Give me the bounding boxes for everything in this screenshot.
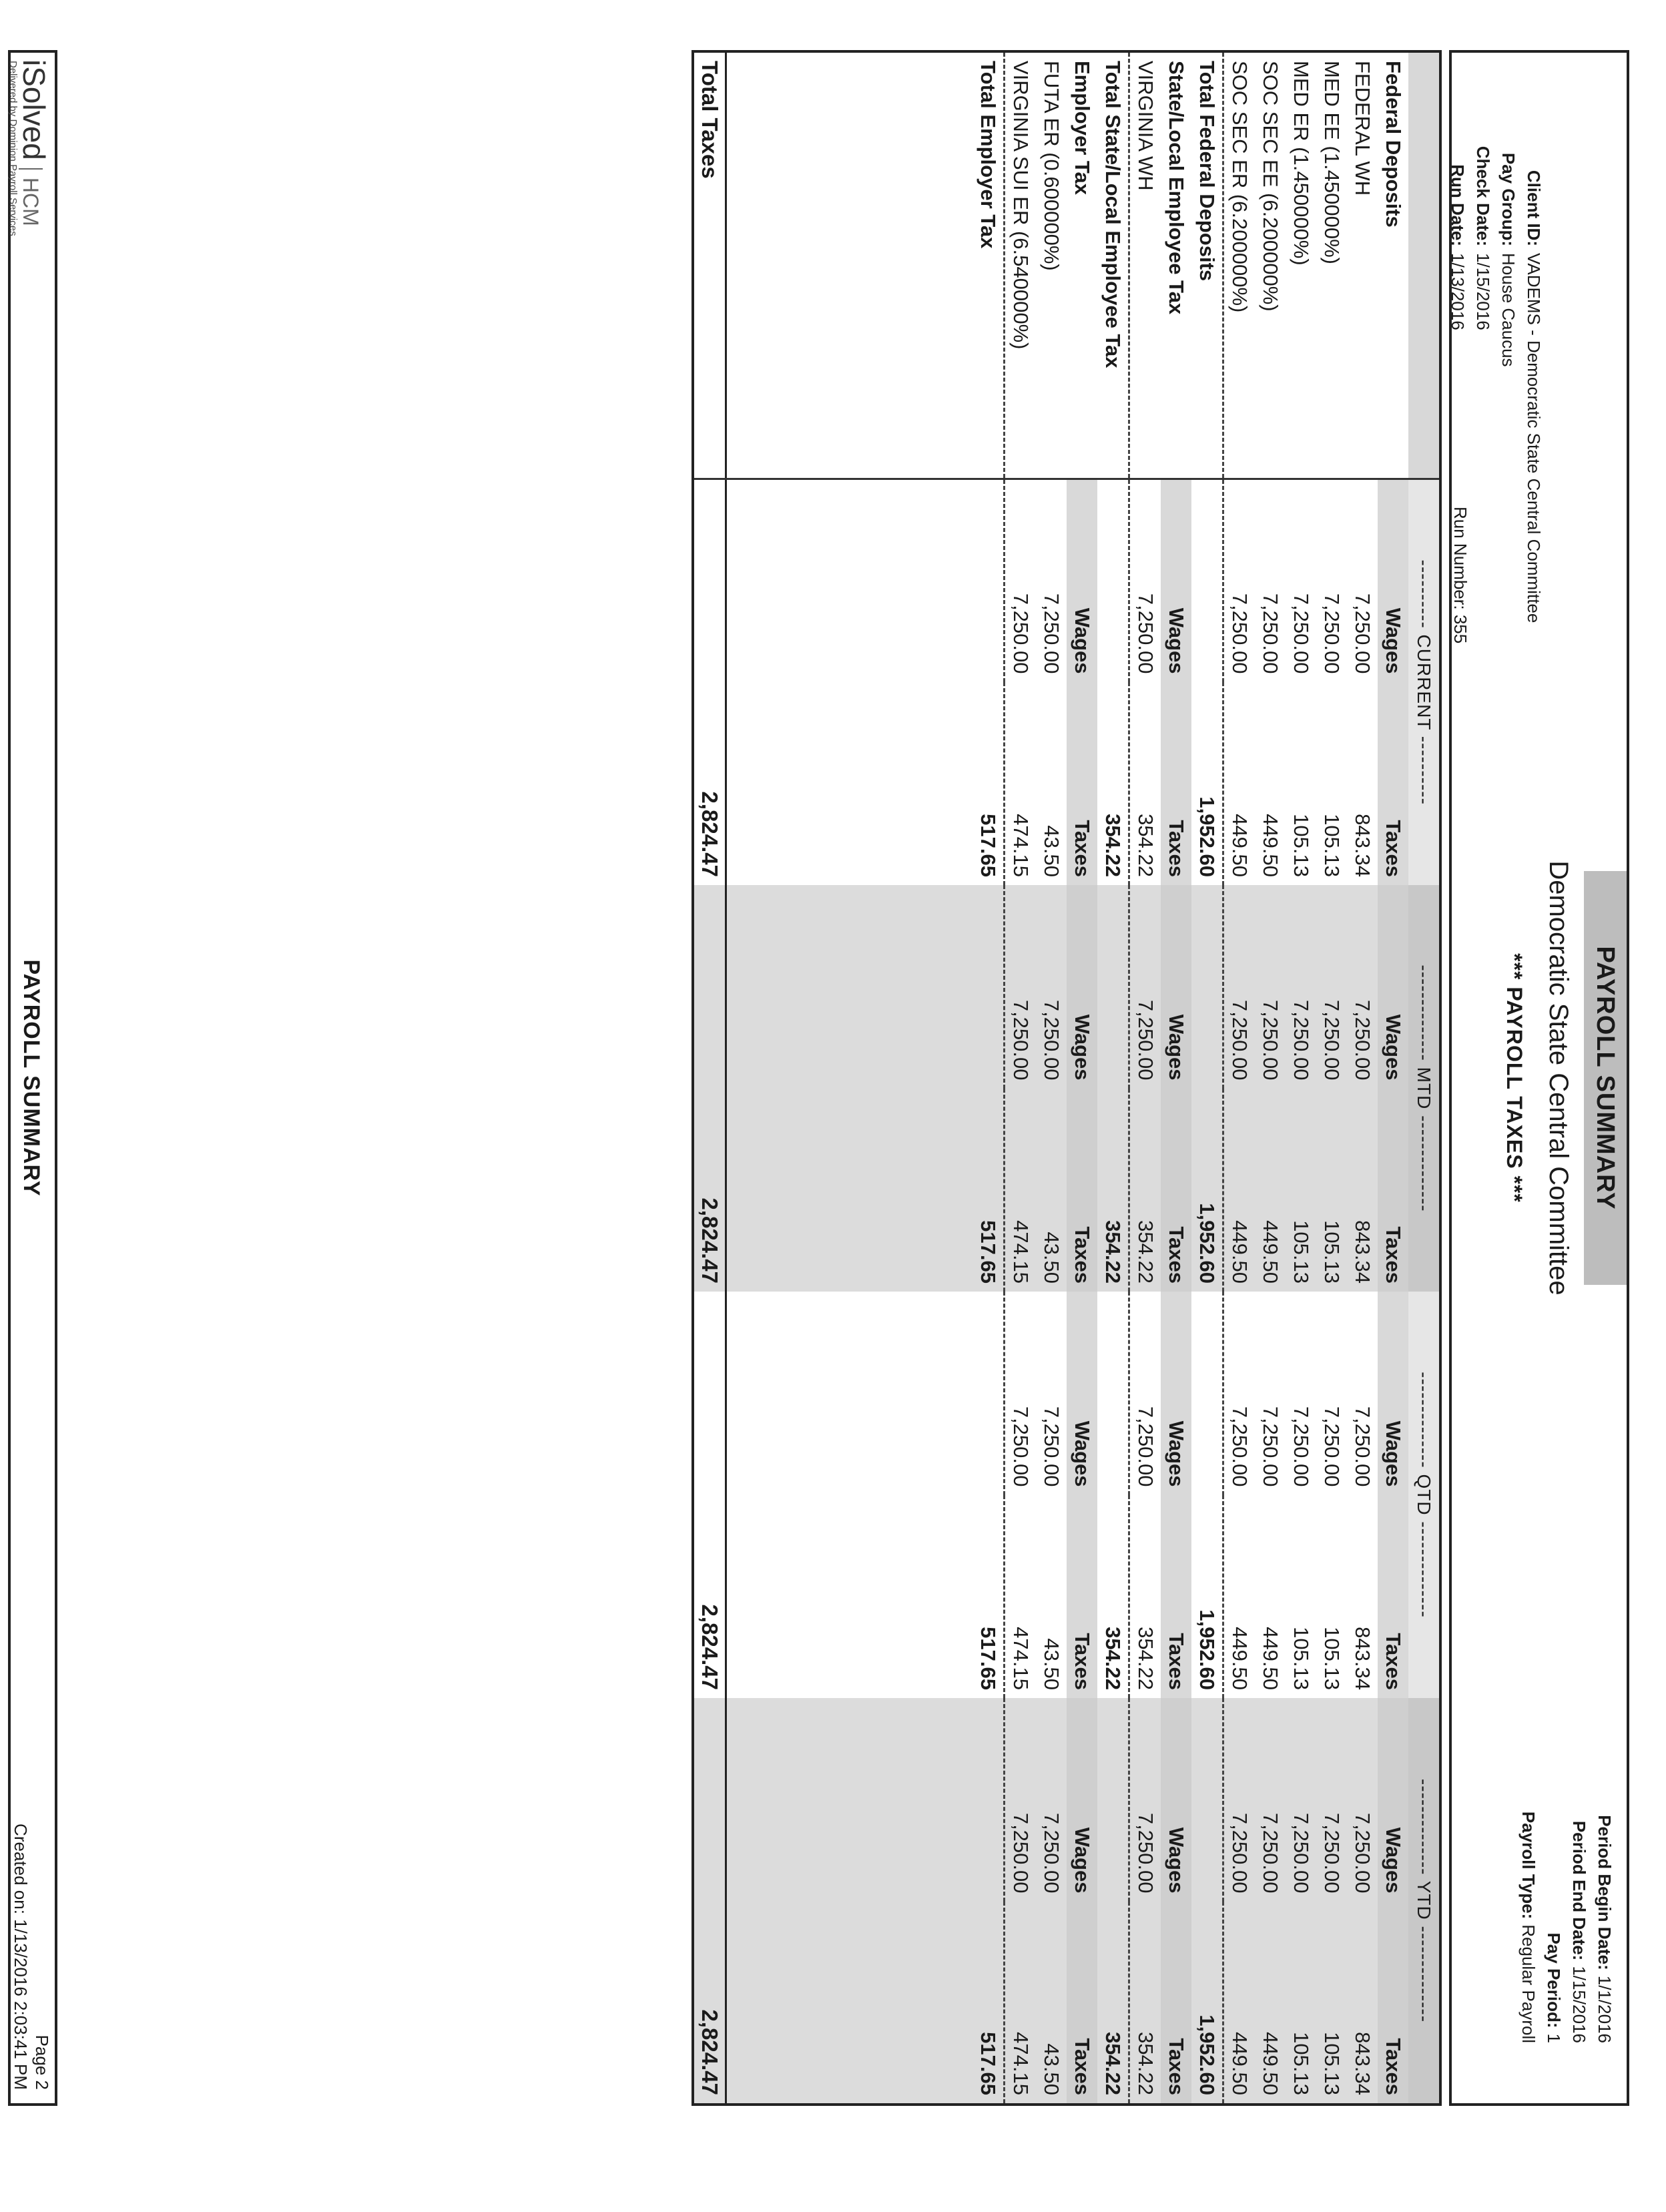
spacer-cell	[850, 1698, 880, 1902]
spacer-cell	[880, 885, 911, 1089]
spacer-cell	[819, 1089, 850, 1292]
row-label: MED ER (1.450000%)	[1290, 61, 1313, 266]
mtd-wages-cell: 7,250.00	[1129, 885, 1161, 1089]
spacer-cell	[942, 1902, 973, 2105]
qtd-taxes-header: Taxes	[1161, 1495, 1191, 1699]
current-total-wages	[1097, 479, 1129, 682]
current-grand-total: 2,824.47	[693, 682, 726, 886]
pay-period-row	[1541, 1812, 1567, 2043]
current-total-taxes: 354.22	[1097, 682, 1129, 886]
ytd-grand-wages	[693, 1698, 726, 1902]
current-wages-cell: 7,250.00	[1005, 479, 1037, 682]
spacer	[788, 51, 819, 479]
pay-period-value: 1	[1544, 2033, 1564, 2043]
client-id-row	[1521, 93, 1547, 623]
period-end-value: 1/15/2016	[1569, 1966, 1589, 2043]
payroll-taxes-table	[691, 50, 1442, 2106]
spacer-cell	[911, 479, 942, 682]
table-row	[1316, 51, 1347, 2105]
mtd-total-wages	[1097, 885, 1129, 1089]
mtd-taxes-cell: 474.15	[1005, 1089, 1037, 1292]
qtd-wages-header: Wages	[1067, 1292, 1097, 1495]
spacer-cell	[819, 1495, 850, 1699]
spacer-cell	[819, 479, 850, 682]
spacer-cell	[819, 1902, 850, 2105]
current-taxes-cell: 105.13	[1290, 814, 1313, 877]
section-title: *** PAYROLL TAXES ***	[1502, 953, 1526, 1203]
spacer-cell	[850, 1089, 880, 1292]
spacer-cell	[880, 1089, 911, 1292]
spacer	[819, 51, 850, 479]
spacer-cell	[758, 1292, 788, 1495]
qtd-group-header: -------------- QTD --------------	[1408, 1292, 1440, 1698]
ytd-wages-header: Wages	[1067, 1698, 1097, 1902]
period-end-row	[1567, 1812, 1592, 2043]
qtd-total-wages	[1097, 1292, 1129, 1495]
total-row-employer	[973, 51, 1005, 2105]
table-row	[1036, 51, 1067, 2105]
ytd-total-taxes: 354.22	[1097, 1902, 1129, 2105]
spacer-cell	[788, 1089, 819, 1292]
spacer-cell	[911, 1698, 942, 1902]
spacer-cell	[758, 885, 788, 1089]
spacer-cell	[942, 682, 973, 886]
current-wages-cell: 7,250.00	[1286, 479, 1316, 682]
table-row	[1347, 51, 1378, 2105]
section-heading-employer: Employer Tax	[1067, 51, 1097, 479]
ytd-wages-cell: 7,250.00	[1347, 1698, 1378, 1902]
current-wages-header: Wages	[1067, 479, 1097, 682]
current-total-wages	[973, 479, 1005, 682]
qtd-wages-cell: 7,250.00	[1228, 1406, 1252, 1487]
label-column-header	[1408, 51, 1440, 479]
spacer-cell	[788, 1292, 819, 1495]
mtd-wages-cell: 7,250.00	[1316, 885, 1347, 1089]
mtd-taxes-header: Taxes	[1378, 1089, 1408, 1292]
qtd-wages-cell: 7,250.00	[1134, 1406, 1157, 1487]
current-taxes-header: Taxes	[1378, 682, 1408, 886]
spacer-cell	[819, 682, 850, 886]
mtd-wages-header: Wages	[1378, 885, 1408, 1089]
current-taxes-cell: 43.50	[1040, 825, 1063, 877]
current-wages-header: Wages	[1161, 479, 1191, 682]
spacer-row	[850, 51, 880, 2105]
ytd-taxes-cell: 474.15	[1005, 1902, 1037, 2105]
current-total-taxes: 517.65	[973, 682, 1005, 886]
spacer-cell	[850, 885, 880, 1089]
qtd-wages-cell: 7,250.00	[1290, 1406, 1313, 1487]
ytd-wages-cell: 7,250.00	[1005, 1698, 1037, 1902]
ytd-wages-cell: 7,250.00	[1129, 1698, 1161, 1902]
ytd-wages-cell: 7,250.00	[1036, 1698, 1067, 1902]
spacer-cell	[850, 1292, 880, 1495]
ytd-group-header: -------------- YTD --------------	[1408, 1698, 1440, 2105]
spacer-cell	[942, 1698, 973, 1902]
spacer-cell	[788, 479, 819, 682]
ytd-wages-cell: 7,250.00	[1316, 1698, 1347, 1902]
qtd-taxes-cell: 43.50	[1040, 1638, 1063, 1690]
current-taxes-cell: 843.34	[1351, 814, 1374, 877]
spacer-row	[819, 51, 850, 2105]
report-title: PAYROLL SUMMARY	[1584, 871, 1627, 1285]
section-heading-federal: Federal Deposits	[1378, 51, 1408, 479]
spacer-cell	[726, 682, 758, 886]
mtd-wages-cell: 7,250.00	[1286, 885, 1316, 1089]
qtd-wages-cell: 7,250.00	[1009, 1406, 1033, 1487]
spacer-cell	[942, 1495, 973, 1699]
spacer-cell	[942, 1292, 973, 1495]
qtd-taxes-cell: 105.13	[1320, 1627, 1344, 1690]
mtd-wages-cell: 7,250.00	[1005, 885, 1037, 1089]
spacer-cell	[758, 1495, 788, 1699]
spacer-cell	[911, 1089, 942, 1292]
qtd-taxes-cell: 449.50	[1259, 1627, 1282, 1690]
spacer-cell	[726, 1292, 758, 1495]
table-row	[1255, 51, 1286, 2105]
qtd-taxes-cell: 843.34	[1351, 1627, 1374, 1690]
ytd-total-wages	[1191, 1698, 1223, 1902]
qtd-total-taxes: 354.22	[1097, 1495, 1129, 1699]
row-label: MED EE (1.450000%)	[1320, 61, 1344, 264]
spacer	[758, 51, 788, 479]
mtd-total-taxes: 354.22	[1097, 1089, 1129, 1292]
spacer-cell	[850, 682, 880, 886]
grand-total-label: Total Taxes	[693, 51, 726, 479]
current-wages-cell: 7,250.00	[1316, 479, 1347, 682]
pay-period-label: Pay Period:	[1544, 1932, 1564, 2028]
current-total-wages	[1191, 479, 1223, 682]
period-end-label: Period End Date:	[1569, 1820, 1589, 1961]
mtd-taxes-cell: 449.50	[1223, 1089, 1256, 1292]
spacer	[911, 51, 942, 479]
spacer-cell	[788, 1495, 819, 1699]
mtd-total-wages	[973, 885, 1005, 1089]
spacer-cell	[911, 682, 942, 886]
spacer-cell	[911, 1292, 942, 1495]
ytd-wages-cell: 7,250.00	[1223, 1698, 1256, 1902]
mtd-wages-cell: 7,250.00	[1223, 885, 1256, 1089]
organization-name: Democratic State Central Committee	[1544, 860, 1573, 1296]
qtd-wages-cell: 7,250.00	[1040, 1406, 1063, 1487]
current-taxes-header: Taxes	[1161, 682, 1191, 886]
powered-by: Delivered by Dominion Payroll Services	[7, 61, 19, 236]
section-header-state	[1161, 51, 1191, 2105]
grand-total-row	[693, 51, 726, 2105]
period-begin-value: 1/1/2016	[1595, 1975, 1615, 2043]
payroll-type-row	[1516, 1812, 1541, 2043]
qtd-total-wages	[973, 1292, 1005, 1495]
current-wages-cell: 7,250.00	[1036, 479, 1067, 682]
row-label: VIRGINIA WH	[1134, 61, 1157, 191]
spacer-cell	[726, 479, 758, 682]
total-row-state	[1097, 51, 1129, 2105]
spacer-cell	[726, 1698, 758, 1902]
row-label: FEDERAL WH	[1351, 61, 1374, 196]
current-wages-header: Wages	[1378, 479, 1408, 682]
qtd-wages-cell: 7,250.00	[1351, 1406, 1374, 1487]
spacer	[850, 51, 880, 479]
ytd-total-taxes: 517.65	[973, 1902, 1005, 2105]
check-date-row	[1470, 93, 1496, 623]
ytd-total-wages	[1097, 1698, 1129, 1902]
table-row	[1286, 51, 1316, 2105]
ytd-taxes-header: Taxes	[1067, 1902, 1097, 2105]
qtd-grand-total: 2,824.47	[693, 1495, 726, 1699]
table-row	[1005, 51, 1037, 2105]
mtd-wages-cell: 7,250.00	[1036, 885, 1067, 1089]
period-info	[1516, 1812, 1617, 2043]
pay-group-row	[1496, 93, 1521, 623]
current-wages-cell: 7,250.00	[1347, 479, 1378, 682]
mtd-taxes-cell: 354.22	[1129, 1089, 1161, 1292]
client-id-label: Client ID:	[1524, 170, 1544, 246]
ytd-taxes-cell: 449.50	[1255, 1902, 1286, 2105]
spacer-cell	[758, 1089, 788, 1292]
ytd-taxes-cell: 354.22	[1129, 1902, 1161, 2105]
qtd-wages-cell: 7,250.00	[1259, 1406, 1282, 1487]
current-taxes-cell: 449.50	[1228, 814, 1252, 877]
period-begin-label: Period Begin Date:	[1595, 1815, 1615, 1970]
current-taxes-cell: 354.22	[1134, 814, 1157, 877]
ytd-total-wages	[973, 1698, 1005, 1902]
qtd-taxes-cell: 449.50	[1228, 1627, 1252, 1690]
mtd-total-taxes: 517.65	[973, 1089, 1005, 1292]
qtd-taxes-cell: 354.22	[1134, 1627, 1157, 1690]
qtd-wages-header: Wages	[1378, 1292, 1408, 1495]
spacer-cell	[850, 1902, 880, 2105]
spacer-row	[911, 51, 942, 2105]
spacer-cell	[880, 1902, 911, 2105]
qtd-taxes-cell: 474.15	[1009, 1627, 1033, 1690]
client-id-value: VADEMS - Democratic State Central Committee	[1524, 253, 1544, 623]
section-header-federal	[1378, 51, 1408, 2105]
mtd-group-header: -------------- MTD --------------	[1408, 885, 1440, 1292]
check-date-label: Check Date:	[1473, 146, 1493, 246]
qtd-grand-wages	[693, 1292, 726, 1495]
mtd-taxes-header: Taxes	[1161, 1089, 1191, 1292]
row-label: FUTA ER (0.600000%)	[1040, 61, 1063, 271]
spacer-cell	[788, 1698, 819, 1902]
spacer-cell	[911, 1495, 942, 1699]
qtd-taxes-cell: 105.13	[1290, 1627, 1313, 1690]
qtd-taxes-header: Taxes	[1067, 1495, 1097, 1699]
spacer-cell	[726, 1902, 758, 2105]
report-header	[1449, 50, 1629, 2106]
spacer-cell	[819, 1292, 850, 1495]
ytd-taxes-cell: 105.13	[1286, 1902, 1316, 2105]
mtd-taxes-cell: 843.34	[1347, 1089, 1378, 1292]
row-label: SOC SEC ER (6.200000%)	[1228, 61, 1252, 313]
current-wages-cell: 7,250.00	[1129, 479, 1161, 682]
section-header-employer	[1067, 51, 1097, 2105]
spacer-cell	[880, 1698, 911, 1902]
qtd-total-taxes: 517.65	[973, 1495, 1005, 1699]
spacer-row	[758, 51, 788, 2105]
footer-title: PAYROLL SUMMARY	[19, 959, 44, 1197]
spacer-cell	[819, 1698, 850, 1902]
spacer	[726, 51, 758, 479]
current-group-header: ---------- CURRENT ----------	[1408, 479, 1440, 885]
run-date-label: Run Date:	[1448, 164, 1468, 246]
qtd-taxes-header: Taxes	[1378, 1495, 1408, 1699]
current-taxes-cell: 449.50	[1259, 814, 1282, 877]
ytd-taxes-cell: 843.34	[1347, 1902, 1378, 2105]
run-number: Run Number: 355	[1450, 507, 1470, 644]
mtd-taxes-cell: 449.50	[1255, 1089, 1286, 1292]
mtd-taxes-cell: 105.13	[1316, 1089, 1347, 1292]
spacer-cell	[726, 1495, 758, 1699]
spacer-cell	[726, 885, 758, 1089]
spacer-cell	[850, 1495, 880, 1699]
run-date-value: 1/13/2016	[1448, 253, 1468, 330]
spacer-row	[788, 51, 819, 2105]
logo-sub: HCM	[19, 168, 43, 226]
total-label: Total Employer Tax	[973, 51, 1005, 479]
spacer-cell	[726, 1089, 758, 1292]
period-group-header	[1408, 51, 1440, 2105]
table-row	[1223, 51, 1256, 2105]
ytd-total-taxes: 1,952.60	[1191, 1902, 1223, 2105]
spacer	[942, 51, 973, 479]
current-grand-wages	[693, 479, 726, 682]
ytd-taxes-header: Taxes	[1161, 1902, 1191, 2105]
row-label: VIRGINIA SUI ER (6.540000%)	[1009, 61, 1033, 350]
period-begin-row	[1592, 1812, 1617, 2043]
current-taxes-header: Taxes	[1067, 682, 1097, 886]
logo-text: iSolved	[17, 59, 51, 160]
mtd-wages-header: Wages	[1161, 885, 1191, 1089]
mtd-taxes-header: Taxes	[1067, 1089, 1097, 1292]
spacer-cell	[880, 682, 911, 886]
spacer-cell	[758, 1698, 788, 1902]
mtd-grand-total: 2,824.47	[693, 1089, 726, 1292]
section-heading-state: State/Local Employee Tax	[1161, 51, 1191, 479]
spacer-cell	[788, 1902, 819, 2105]
spacer-cell	[880, 1292, 911, 1495]
ytd-taxes-cell: 43.50	[1036, 1902, 1067, 2105]
qtd-wages-cell: 7,250.00	[1320, 1406, 1344, 1487]
created-on: Created on: 1/13/2016 2:03:41 PM	[11, 1824, 31, 2090]
ytd-wages-cell: 7,250.00	[1286, 1698, 1316, 1902]
ytd-grand-total: 2,824.47	[693, 1902, 726, 2105]
current-taxes-cell: 474.15	[1009, 814, 1033, 877]
qtd-total-wages	[1191, 1292, 1223, 1495]
spacer-cell	[788, 682, 819, 886]
ytd-wages-header: Wages	[1161, 1698, 1191, 1902]
spacer-cell	[911, 885, 942, 1089]
spacer-cell	[758, 682, 788, 886]
current-taxes-cell: 105.13	[1320, 814, 1344, 877]
spacer-cell	[942, 1089, 973, 1292]
spacer-row	[880, 51, 911, 2105]
current-wages-cell: 7,250.00	[1223, 479, 1256, 682]
spacer-cell	[911, 1902, 942, 2105]
mtd-taxes-cell: 43.50	[1036, 1089, 1067, 1292]
spacer-cell	[850, 479, 880, 682]
spacer-cell	[819, 885, 850, 1089]
spacer-cell	[942, 885, 973, 1089]
mtd-wages-cell: 7,250.00	[1347, 885, 1378, 1089]
ytd-wages-header: Wages	[1378, 1698, 1408, 1902]
ytd-taxes-cell: 105.13	[1316, 1902, 1347, 2105]
current-wages-cell: 7,250.00	[1255, 479, 1286, 682]
pay-group-label: Pay Group:	[1498, 152, 1518, 246]
spacer	[880, 51, 911, 479]
total-row-federal	[1191, 51, 1223, 2105]
spacer-row	[726, 51, 758, 2105]
qtd-total-taxes: 1,952.60	[1191, 1495, 1223, 1699]
spacer-cell	[758, 479, 788, 682]
qtd-wages-header: Wages	[1161, 1292, 1191, 1495]
total-label: Total Federal Deposits	[1191, 51, 1223, 479]
spacer-cell	[880, 479, 911, 682]
spacer-cell	[880, 1495, 911, 1699]
mtd-grand-wages	[693, 885, 726, 1089]
mtd-taxes-cell: 105.13	[1286, 1089, 1316, 1292]
ytd-wages-cell: 7,250.00	[1255, 1698, 1286, 1902]
mtd-total-taxes: 1,952.60	[1191, 1089, 1223, 1292]
pay-group-value: House Caucus	[1498, 253, 1518, 367]
spacer-cell	[788, 885, 819, 1089]
table-row	[1129, 51, 1161, 2105]
report-footer	[8, 50, 57, 2106]
spacer-cell	[758, 1902, 788, 2105]
current-total-taxes: 1,952.60	[1191, 682, 1223, 886]
payroll-type-value: Regular Payroll	[1518, 1924, 1539, 2043]
mtd-total-wages	[1191, 885, 1223, 1089]
ytd-taxes-cell: 449.50	[1223, 1902, 1256, 2105]
page-number: Page 2	[32, 2034, 52, 2090]
check-date-value: 1/15/2016	[1473, 253, 1493, 330]
payroll-type-label: Payroll Type:	[1518, 1811, 1539, 1920]
mtd-wages-header: Wages	[1067, 885, 1097, 1089]
ytd-taxes-header: Taxes	[1378, 1902, 1408, 2105]
spacer-row	[942, 51, 973, 2105]
total-label: Total State/Local Employee Tax	[1097, 51, 1129, 479]
mtd-wages-cell: 7,250.00	[1255, 885, 1286, 1089]
spacer-cell	[942, 479, 973, 682]
row-label: SOC SEC EE (6.200000%)	[1259, 61, 1282, 312]
